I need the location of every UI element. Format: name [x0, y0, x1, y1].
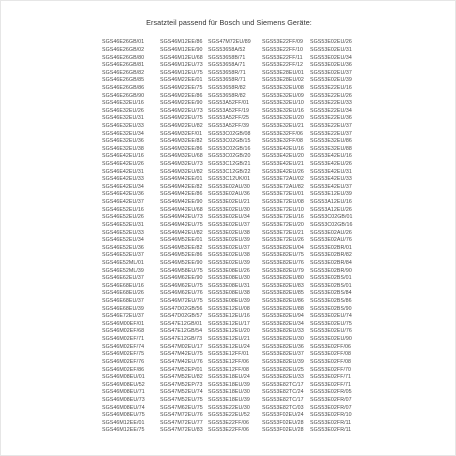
- part-number: SGS53E82TC/17: [262, 396, 304, 403]
- part-number: SGS53E12EU/24: [208, 343, 250, 350]
- part-number: SGS46M12EE/86: [160, 39, 203, 46]
- part-number-column-4: [262, 39, 304, 435]
- part-number: SGS53E02EU/21: [208, 199, 250, 206]
- part-number: SGS53E22EU/37: [310, 123, 352, 129]
- part-number: SGS46M08EU/52: [102, 381, 145, 388]
- part-number: SGS53658B/71: [208, 54, 246, 61]
- part-number: SGS53658R/71: [208, 69, 246, 76]
- part-number: SGS53E22EU/34: [310, 107, 352, 114]
- part-number: SGS53F02EU/28: [262, 419, 304, 426]
- part-number: SGS53E02FF/08: [310, 358, 351, 365]
- part-number: SGS47M52EU/74: [160, 389, 203, 396]
- part-number: SGS53E82EU/30: [262, 336, 304, 343]
- part-number: SGS53E02EU/75: [310, 320, 352, 327]
- part-number: SGS53E08EU/38: [208, 290, 250, 297]
- part-number: SGS53E28EU/02: [262, 77, 304, 84]
- part-number: SGS46E42EU/34: [102, 183, 144, 190]
- part-number: SGS53E82EU/75: [262, 252, 304, 259]
- part-number: SGS46E42EU/33: [102, 176, 144, 183]
- part-number: SGS53658A/52: [208, 46, 246, 53]
- part-number: SGS53658R/71: [208, 77, 246, 84]
- part-number: SGS53E42EU/26: [262, 168, 304, 175]
- part-number: SGS46E62EU/37: [102, 275, 144, 282]
- part-number: SGS46E26GB/90: [102, 92, 145, 99]
- part-number: SGS47E12GB/73: [160, 336, 203, 343]
- part-number: SGS47D02GB/57: [160, 313, 203, 320]
- part-number: SGS46M62EE/90: [160, 275, 203, 282]
- part-number: SGS53C02GB/08: [208, 130, 251, 137]
- part-number: SGS53E82TC/17: [262, 381, 304, 388]
- part-number: SGS53658R/82: [208, 92, 246, 99]
- part-number: SGS46M62EU/75: [160, 282, 203, 289]
- part-number: SGS46E52EU/34: [102, 237, 144, 244]
- part-number: SGS46E68EU/16: [102, 282, 144, 289]
- part-number: SGS53E72EU/16: [262, 214, 304, 221]
- part-number: SGS46E32EU/36: [102, 138, 144, 145]
- part-number: SGS47M42EU/75: [160, 351, 203, 358]
- part-number: SGS53E72EU/26: [262, 237, 304, 244]
- part-number: SGS53E02FR/11: [310, 427, 352, 434]
- part-number: SGS53E22FF/11: [262, 54, 303, 61]
- part-number: SGS46M08EU/01: [102, 374, 145, 381]
- part-number: SGS53F02EU/28: [262, 427, 304, 434]
- part-number: SGS53E12EU/17: [208, 320, 250, 327]
- part-number: SGS53E02FF/70: [310, 366, 351, 373]
- part-number: SGS46M00EF/01: [102, 320, 145, 327]
- part-number: SGS53E02FF/08: [310, 351, 351, 358]
- part-number: SGS46M32EF/01: [160, 130, 203, 137]
- part-number: SGS53E28EU/01: [262, 69, 304, 76]
- part-number: SGS46M42EU/73: [160, 214, 203, 221]
- part-number: SGS47M02EU/17: [160, 343, 203, 350]
- part-number: SGS46E26GB/86: [102, 84, 145, 91]
- part-number: SGS53E72AU/82: [262, 183, 304, 190]
- part-number: SGS53E02EU/36: [310, 62, 352, 69]
- part-number: SGS46M02EF/75: [102, 351, 145, 358]
- part-number: SGS46M62EU/76: [160, 290, 203, 297]
- part-number: SGS46E68EU/37: [102, 298, 144, 305]
- part-number: SGS53E02EU/37: [208, 244, 250, 251]
- part-number: SGS53E32EU/16: [262, 107, 304, 114]
- part-number: SGS46E52ML/39: [102, 267, 144, 274]
- part-number: SGS53E22EU/26: [310, 92, 352, 99]
- part-number: SGS46M42EU/75: [160, 221, 203, 228]
- part-number: SGS53E02AU/76: [310, 237, 352, 244]
- part-number-column-5: [310, 39, 352, 435]
- part-number: SGS53E82EU/94: [262, 313, 304, 320]
- part-number: SGS46E42EU/16: [102, 153, 144, 160]
- part-number: SGS53E02BS/86: [310, 298, 352, 305]
- part-number: SGS53E72EU/08: [262, 199, 304, 206]
- part-number: SGS53C02GB/16: [208, 145, 251, 152]
- part-number: SGS53E22EU/30: [208, 404, 250, 411]
- part-number: SGS46E68EU/26: [102, 290, 144, 297]
- part-number: SGS53E02EU/76: [310, 328, 352, 335]
- part-number: SGS46E32EU/31: [102, 115, 144, 122]
- part-number: SGS53E08EU/31: [208, 282, 250, 289]
- part-number: SGS46M42EU/82: [160, 229, 203, 236]
- part-number: SGS46E42EU/31: [102, 168, 144, 175]
- part-number: SGS46E52EU/37: [102, 252, 144, 259]
- part-number: SGS53E02EU/39: [208, 259, 250, 266]
- part-number: SGS53E02EU/90: [310, 336, 352, 343]
- part-number: SGS53E82EU/76: [262, 259, 304, 266]
- part-number: SGS46M42EE/82: [160, 183, 203, 190]
- part-number: SGS46E32EU/33: [102, 123, 144, 129]
- part-number: SGS53C02GB/15: [208, 138, 251, 145]
- part-number: SGS53E42EU/37: [310, 183, 352, 190]
- part-number: SGS53E02FR/11: [310, 419, 352, 426]
- part-number: SGS46M12EU/75: [160, 69, 203, 76]
- part-number: SGS53E22FF/09: [262, 39, 303, 46]
- part-number: SGS53A52FF/01: [208, 100, 249, 107]
- part-number: SGS53E02EU/38: [208, 229, 250, 236]
- part-number: SGS53E02BS/01: [310, 282, 352, 289]
- part-number: SGS46E68EU/39: [102, 305, 144, 312]
- part-number: SGS53E02BS/01: [310, 275, 352, 282]
- part-number: SGS53E02EU/26: [310, 39, 352, 46]
- part-number: SGS46M32EU/82: [160, 168, 203, 175]
- part-number: SGS47M72EU/89: [208, 39, 251, 46]
- part-number: SGS46M42EU/68: [160, 206, 203, 213]
- part-number: SGS46M32EU/68: [160, 153, 203, 160]
- part-number: SGS53E22EU/52: [208, 412, 250, 419]
- part-number: SGS53E18EU/24: [208, 374, 250, 381]
- part-number: SGS53E08EU/30: [208, 275, 250, 282]
- part-number: SGS46E52EU/36: [102, 244, 144, 251]
- part-number: SGS53E22EU/36: [310, 115, 352, 122]
- part-number: SGS46M22EE/86: [160, 92, 203, 99]
- part-number: SGS53C12UK/01: [208, 176, 251, 183]
- part-number: SGS53E12FF/08: [208, 366, 249, 373]
- part-number: SGS53A12EU/16: [310, 199, 352, 206]
- part-number: SGS53E02BS/90: [310, 305, 352, 312]
- part-number: SGS53A52FF/25: [208, 115, 249, 122]
- part-number: SGS53E02EU/31: [310, 46, 352, 53]
- part-number: SGS53E18EU/30: [208, 389, 250, 396]
- part-number: SGS53C02GB/20: [208, 153, 251, 160]
- part-number: SGS46E52EU/26: [102, 214, 144, 221]
- part-number: SGS53E82EU/33: [262, 328, 304, 335]
- part-number: SGS47M72EU/76: [160, 412, 203, 419]
- part-number: SGS46M08EU/73: [102, 396, 145, 403]
- page-title: Ersatzteil passend für Bosch und Siemens Geräte:: [146, 18, 312, 27]
- part-number: SGS53E08EU/26: [208, 267, 250, 274]
- part-number: SGS53F02EU/24: [262, 412, 304, 419]
- part-number: SGS53E02EU/30: [208, 206, 250, 213]
- part-number: SGS53E42EU/31: [310, 168, 352, 175]
- part-number: SGS46E32EU/16: [102, 100, 144, 107]
- part-number: SGS53E02FF/71: [310, 374, 351, 381]
- part-number: SGS53E82EU/80: [262, 275, 304, 282]
- part-number: SGS53A12EU/26: [310, 206, 352, 213]
- part-number: SGS53E22FF/12: [262, 62, 303, 69]
- part-number: SGS53E02EU/38: [208, 252, 250, 259]
- part-number: SGS53E42EU/33: [310, 176, 352, 183]
- part-number: SGS46M42EE/86: [160, 191, 203, 198]
- part-number: SGS53E32EU/10: [262, 100, 304, 107]
- part-number: SGS53E02FF/71: [310, 381, 351, 388]
- part-number: SGS53E22EU/16: [310, 84, 352, 91]
- part-number: SGS53E82EU/85: [262, 290, 304, 297]
- part-number: SGS46M42EE/01: [160, 176, 203, 183]
- part-number: SGS46E26GB/85: [102, 77, 145, 84]
- part-number: SGS46E52EU/16: [102, 206, 144, 213]
- part-number: SGS46M02EF/86: [102, 366, 145, 373]
- part-number: SGS47M52EP/01: [160, 366, 203, 373]
- part-number: SGS46M02EF/68: [102, 328, 145, 335]
- part-number: SGS46E52EU/33: [102, 229, 144, 236]
- part-number: SGS53A52FF/19: [208, 107, 249, 114]
- part-number: SGS47E12GB/01: [160, 320, 203, 327]
- part-number: SGS53E12FF/01: [208, 351, 249, 358]
- part-number: SGS47M52EU/82: [160, 374, 203, 381]
- part-number: SGS47M42EU/76: [160, 358, 203, 365]
- part-number: SGS46M02EF/74: [102, 343, 145, 350]
- part-number: SGS53E72EU/20: [262, 221, 304, 228]
- part-number: SGS46E26GB/01: [102, 39, 145, 46]
- part-number: SGS53E12EU/08: [208, 305, 250, 312]
- part-number: SGS46E42EU/36: [102, 191, 144, 198]
- part-number: SGS53E12EU/39: [310, 191, 352, 198]
- part-number: SGS53E02EU/37: [208, 221, 250, 228]
- part-number: SGS53E42EU/16: [262, 145, 304, 152]
- part-number: SGS47E12GB/54: [160, 328, 203, 335]
- part-number: SGS53E32EU/20: [262, 115, 304, 122]
- part-number: SGS47M62EU/75: [160, 404, 203, 411]
- part-number: SGS53E18EU/39: [208, 381, 250, 388]
- part-number: SGS47M72EU/77: [160, 419, 203, 426]
- part-number: SGS46M32EU/73: [160, 161, 203, 168]
- part-number: SGS53E32EU/08: [262, 84, 304, 91]
- part-number: SGS53E32FF/08: [262, 138, 303, 145]
- part-number: SGS53E18EU/39: [208, 396, 250, 403]
- part-number: SGS46M22EE/01: [160, 77, 203, 84]
- part-number: SGS46M72EU/75: [160, 298, 203, 305]
- part-number: SGS53E02BR/90: [310, 267, 352, 274]
- part-number: SGS53E32EU/86: [310, 138, 352, 145]
- part-number: SGS46M02EF/71: [102, 336, 145, 343]
- part-number: SGS46M08EU/71: [102, 389, 145, 396]
- part-number: SGS53C12GB/21: [208, 161, 251, 168]
- part-number-column-2: [160, 39, 203, 435]
- part-number: SGS47M52EU/75: [160, 396, 203, 403]
- part-number: SGS46M22EU/82: [160, 123, 203, 129]
- part-number: SGS53E02AU/26: [310, 229, 352, 236]
- part-number: SGS53E72AU/02: [262, 176, 304, 183]
- part-number: SGS46M12EE/01: [102, 419, 145, 426]
- part-number: SGS53E02AU/30: [208, 183, 250, 190]
- part-number: SGS53E08EU/39: [208, 298, 250, 305]
- part-number: SGS53E82EU/34: [262, 320, 304, 327]
- part-number: SGS53E42EU/26: [310, 161, 352, 168]
- part-number: SGS53E42EU/21: [262, 161, 304, 168]
- part-number: SGS53E22EU/33: [310, 100, 352, 107]
- part-number: SGS53E02EU/34: [310, 54, 352, 61]
- part-number: SGS46M22EU/75: [160, 115, 203, 122]
- part-number-column-3: [208, 39, 251, 435]
- part-number: SGS53E82EU/25: [262, 366, 304, 373]
- part-number: SGS53E22FF/06: [208, 419, 249, 426]
- part-number: SGS53E82EU/04: [262, 244, 304, 251]
- part-number-column-1: [102, 39, 145, 435]
- part-number: SGS53E72EU/01: [262, 191, 304, 198]
- part-number: SGS46E42EU/37: [102, 199, 144, 206]
- part-number: SGS53658A/71: [208, 62, 246, 69]
- part-number: SGS46E26GB/02: [102, 46, 145, 53]
- part-number: SGS53E82EU/37: [262, 351, 304, 358]
- part-number: SGS53E02EU/74: [310, 313, 352, 320]
- part-number: SGS46E52EU/31: [102, 221, 144, 228]
- part-number: SGS46M12EU/68: [160, 54, 203, 61]
- part-number: SGS53E02BR/82: [310, 252, 352, 259]
- part-number: SGS53C02GB/16: [310, 221, 353, 228]
- part-number: SGS46M58EU/75: [160, 267, 203, 274]
- part-number: SGS53E02FR/05: [310, 389, 352, 396]
- part-number: SGS47D02GB/56: [160, 305, 203, 312]
- part-number: SGS53E02EU/39: [310, 77, 352, 84]
- part-number: SGS53E02BR/01: [310, 244, 352, 251]
- part-number: SGS53E82TC/24: [262, 389, 304, 396]
- part-number: SGS53E72EU/21: [262, 229, 304, 236]
- part-number: SGS53E32FF/06: [262, 130, 303, 137]
- part-number: SGS53E02FF/06: [310, 343, 351, 350]
- part-number: SGS53E32EU/21: [262, 123, 304, 129]
- part-number: SGS53658R/82: [208, 84, 246, 91]
- part-number: SGS53E12EU/21: [208, 336, 250, 343]
- part-number: SGS46M12EE/75: [102, 427, 145, 434]
- part-number: SGS53E02AU/36: [208, 191, 250, 198]
- part-number: SGS46M52EE/82: [160, 244, 203, 251]
- part-number: SGS53E42EU/20: [262, 153, 304, 160]
- part-number: SGS46M12EE/90: [160, 46, 203, 53]
- part-number: SGS53E72EU/10: [262, 206, 304, 213]
- part-number: SGS53E02EU/39: [208, 237, 250, 244]
- part-number: SGS53E12FF/06: [208, 358, 249, 365]
- part-number: SGS46M22EE/90: [160, 100, 203, 107]
- part-number: SGS53E02BS/84: [310, 290, 352, 297]
- part-number: SGS53E32EU/88: [310, 145, 352, 152]
- part-number: SGS46M52EE/01: [160, 237, 203, 244]
- part-number: SGS53E02BR/84: [310, 259, 352, 266]
- part-number: SGS46M52EE/90: [160, 259, 203, 266]
- part-number: SGS53E02FR/07: [310, 396, 352, 403]
- part-number: SGS53E82EU/33: [262, 374, 304, 381]
- part-number: SGS46E42EU/26: [102, 161, 144, 168]
- part-number: SGS46M12EU/73: [160, 62, 203, 69]
- part-number: SGS53E42EU/16: [310, 153, 352, 160]
- part-number: SGS53E02EU/37: [310, 69, 352, 76]
- part-number: SGS53E82EU/36: [262, 343, 304, 350]
- part-number: SGS53E12EU/16: [208, 313, 250, 320]
- part-number: SGS53C12GB/22: [208, 168, 251, 175]
- part-number: SGS53E82EU/83: [262, 282, 304, 289]
- part-number: SGS53E82EU/39: [262, 358, 304, 365]
- part-number: SGS47M72EU/83: [160, 427, 203, 434]
- part-number: SGS46E52ML/01: [102, 259, 144, 266]
- part-number: SGS46M52EE/86: [160, 252, 203, 259]
- part-number: SGS46E32EU/26: [102, 107, 144, 114]
- part-number: SGS47M52EP/73: [160, 381, 203, 388]
- part-number: SGS53E32EU/09: [262, 92, 304, 99]
- part-number: SGS53E02FR/07: [310, 404, 352, 411]
- part-number: SGS46M08EU/74: [102, 404, 145, 411]
- part-number: SGS46E26GB/80: [102, 54, 145, 61]
- part-number: SGS53E82EU/79: [262, 267, 304, 274]
- part-number: SGS46E26GB/82: [102, 69, 145, 76]
- part-number: SGS53E82EU/88: [262, 305, 304, 312]
- part-number: SGS46M42EE/90: [160, 199, 203, 206]
- part-number: SGS53E22FF/06: [208, 427, 249, 434]
- part-number: SGS46E26GB/81: [102, 62, 145, 69]
- part-number: SGS53E22EU/37: [310, 130, 352, 137]
- part-number: SGS53E82TC/03: [262, 404, 304, 411]
- part-number: SGS46E72EU/37: [102, 313, 144, 320]
- part-number: SGS53C02GB/01: [310, 214, 353, 221]
- part-number: SGS46M22EU/73: [160, 107, 203, 114]
- part-number: SGS46E32EU/34: [102, 130, 144, 137]
- part-number: SGS53E82EU/86: [262, 298, 304, 305]
- part-number: SGS46M32EE/82: [160, 138, 203, 145]
- part-number: SGS46M08EU/75: [102, 412, 145, 419]
- part-number: SGS46M32EE/86: [160, 145, 203, 152]
- part-number: SGS53E02EU/34: [208, 214, 250, 221]
- part-number: SGS46M02EF/76: [102, 358, 145, 365]
- part-number: SGS53E02FR/10: [310, 412, 352, 419]
- part-number: SGS53E12EU/20: [208, 328, 250, 335]
- part-number: SGS53E22FF/10: [262, 46, 303, 53]
- part-number: SGS53A52FF/39: [208, 123, 249, 129]
- part-number: SGS46E32EU/38: [102, 145, 144, 152]
- part-number: SGS46M22EE/75: [160, 84, 203, 91]
